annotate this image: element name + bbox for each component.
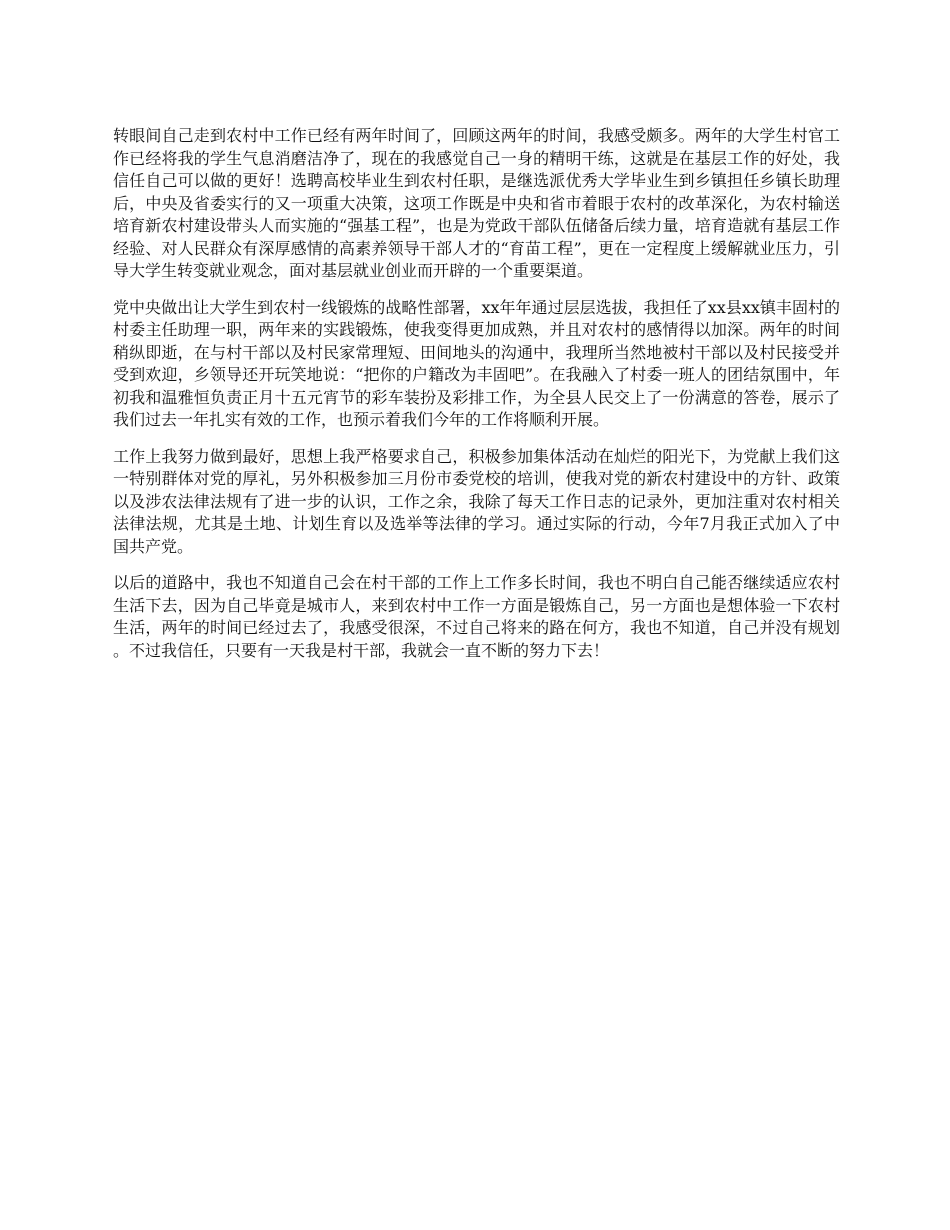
paragraph-1: 转眼间自己走到农村中工作已经有两年时间了，回顾这两年的时间，我感受颇多。两年的大学生村官工作已经将我的学生气息消磨洁净了，现在的我感觉自己一身的精明干练，这就是在基层工作的好处，我信任自己可以做的更好！选聘高校毕业生到农村任职，是继选派优秀大学毕业生到乡镇担任乡镇长助理后，中央及省委实行的又一项重大决策，这项工作既是中央和省市着眼于农村的改革深化，为农村输送培育新农村建设带头人而实施的“强基工程”，也是为党政干部队伍储备后续力量，培育造就有基层工作经验、对人民群众有深厚感情的高素养领导干部人才的“育苗工程”，更在一定程度上缓解就业压力，引导大学生转变就业观念，面对基层就业创业而开辟的一个重要渠道。 bbox=[113, 126, 840, 280]
paragraph-2: 党中央做出让大学生到农村一线锻炼的战略性部署，xx年年通过层层选拔，我担任了xx县xx镇丰固村的村委主任助理一职，两年来的实践锻炼，使我变得更加成熟，并且对农村的感情得以加深。两年的时间稍纵即逝，在与村干部以及村民家常理短、田间地头的沟通中，我理所当然地被村干部以及村民接受并受到欢迎，乡领导还开玩笑地说：“把你的户籍改为丰固吧”。在我融入了村委一班人的团结氛围中，年初我和温雅恒负责正月十五元宵节的彩车装扮及彩排工作，为全县人民交上了一份满意的答卷，展示了我们过去一年扎实有效的工作，也预示着我们今年的工作将顺利开展。 bbox=[113, 297, 840, 429]
paragraph-4: 以后的道路中，我也不知道自己会在村干部的工作上工作多长时间，我也不明白自己能否继续适应农村生活下去，因为自己毕竟是城市人，来到农村中工作一方面是锻炼自己，另一方面也是想体验一下农村生活，两年的时间已经过去了，我感受很深，不过自己将来的路在何方，我也不知道，自己并没有规划。不过我信任，只要有一天我是村干部，我就会一直不断的努力下去！ bbox=[113, 573, 840, 660]
document-body bbox=[113, 125, 840, 676]
paragraph-3: 工作上我努力做到最好，思想上我严格要求自己，积极参加集体活动在灿烂的阳光下，为党献上我们这一特别群体对党的厚礼，另外积极参加三月份市委党校的培训，使我对党的新农村建设中的方针、政策以及涉农法律法规有了进一步的认识，工作之余，我除了每天工作日志的记录外，更加注重对农村相关法律法规，尤其是土地、计划生育以及选举等法律的学习。通过实际的行动，今年7月我正式加入了中国共产党。 bbox=[113, 446, 840, 556]
